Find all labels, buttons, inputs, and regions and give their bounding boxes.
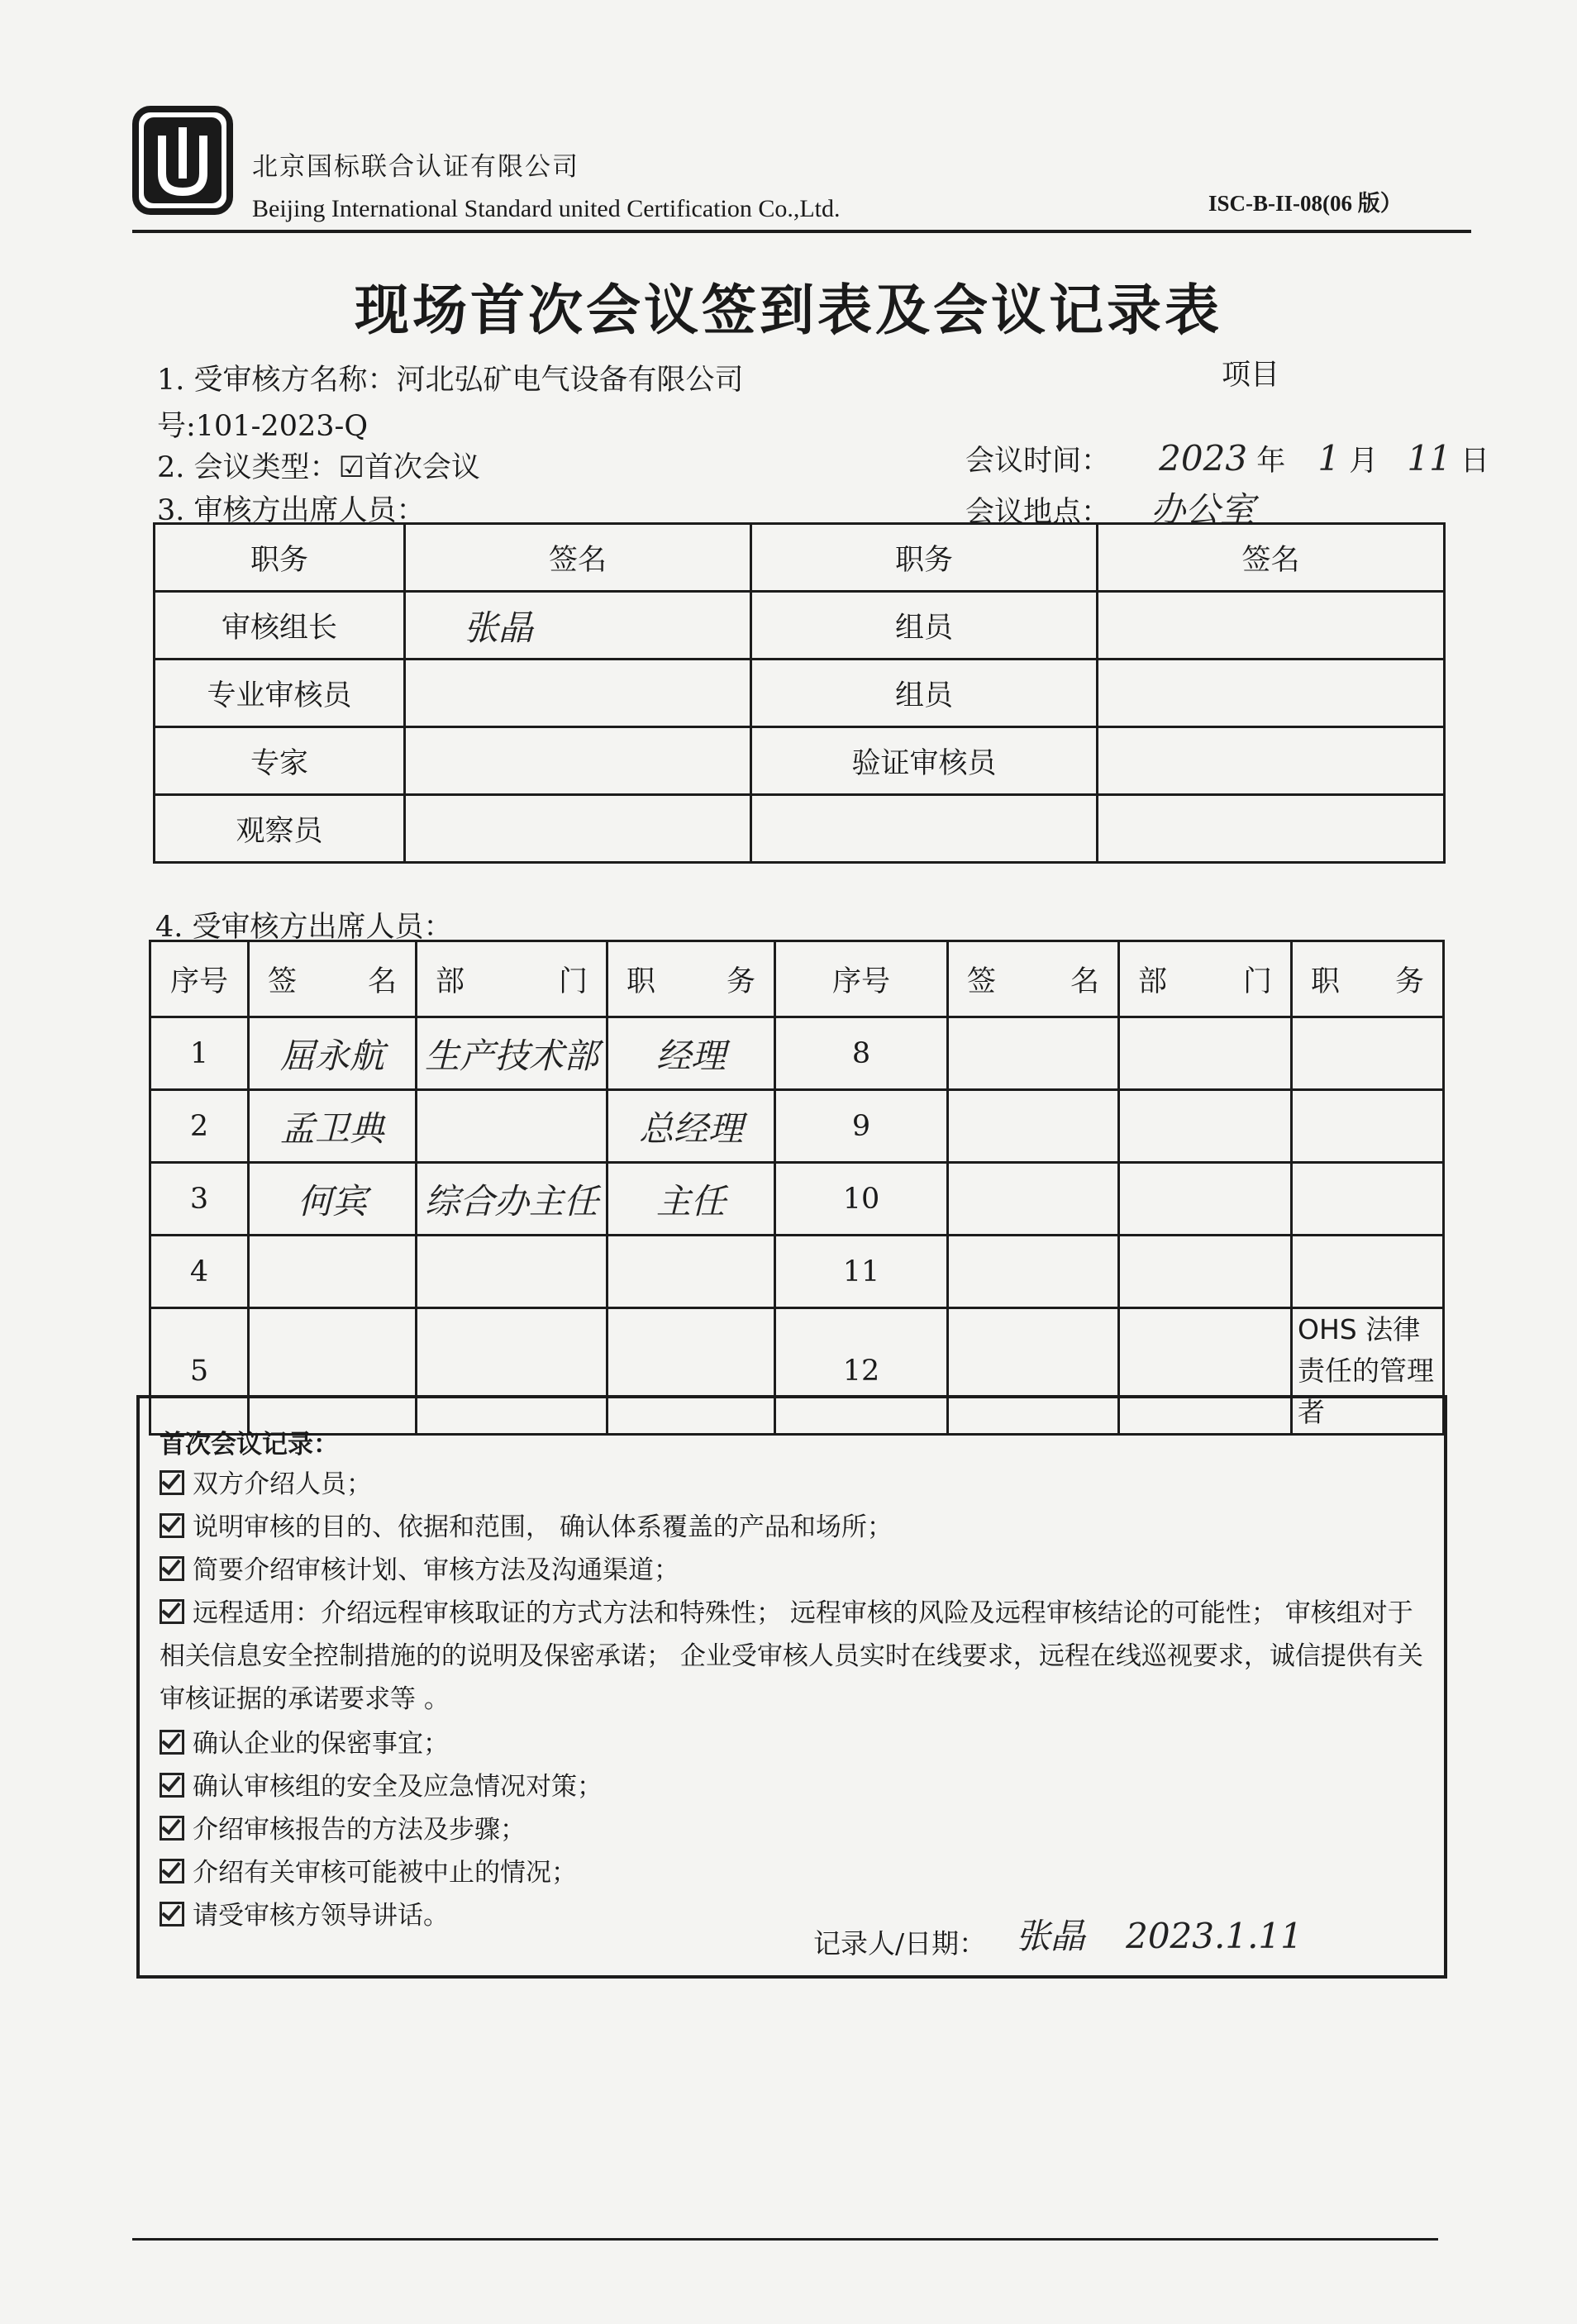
position-cell	[607, 1236, 775, 1308]
recorder-signature-block	[1016, 1909, 1303, 1959]
header-cell	[607, 941, 775, 1017]
company-logo	[132, 106, 233, 215]
header-cell: 职务	[751, 524, 1098, 592]
checkbox-checked-icon	[160, 1859, 184, 1883]
meeting-place-label: 会议地点：	[965, 496, 1111, 529]
checkbox-checked-icon	[160, 1556, 184, 1581]
record-item-text: 说明审核的目的、依据和范围， 确认体系覆盖的产品和场所；	[193, 1512, 893, 1542]
record-item-text: 双方介绍人员；	[193, 1469, 372, 1499]
header-char: 职	[1311, 964, 1341, 998]
role-cell	[751, 795, 1098, 863]
header-char: 部	[436, 964, 465, 998]
position-cell: 总经理	[607, 1090, 775, 1163]
signature-cell	[1098, 795, 1445, 863]
record-item-text: 确认企业的保密事宜；	[193, 1729, 449, 1759]
document-code: ISC-B-II-08(06 版）	[1208, 191, 1403, 216]
header-char: 部	[1138, 964, 1168, 998]
role-cell: 组员	[751, 660, 1098, 727]
header-char: 门	[1242, 964, 1272, 998]
auditee-row	[157, 357, 744, 398]
header-char: 签	[268, 964, 298, 998]
table-row	[150, 1017, 1444, 1090]
table-row	[155, 660, 1445, 727]
record-item-text: 简要介绍审核计划、审核方法及沟通渠道；	[193, 1555, 679, 1585]
signature-cell	[405, 660, 751, 727]
position-cell: 经理	[607, 1017, 775, 1090]
meeting-month-unit: 月	[1349, 445, 1379, 478]
checkbox-checked-icon	[160, 1816, 184, 1841]
position-cell	[1292, 1090, 1444, 1163]
meeting-year-unit: 年	[1256, 445, 1286, 478]
meeting-month: 1	[1317, 438, 1341, 479]
header-cell	[249, 941, 417, 1017]
table-row	[150, 1236, 1444, 1308]
meeting-time-label: 会议时间：	[965, 445, 1111, 478]
index-cell: 11	[775, 1236, 948, 1308]
meeting-record-box	[136, 1395, 1447, 1979]
position-cell	[1292, 1236, 1444, 1308]
index-cell: 9	[775, 1090, 948, 1163]
header-cell: 签名	[405, 524, 751, 592]
role-cell: 专家	[155, 727, 405, 795]
position-cell: OHS 法律责任的管理者	[1292, 1308, 1444, 1435]
project-number: 号:101-2023-Q	[157, 410, 369, 443]
role-cell: 审核组长	[155, 592, 405, 660]
record-item	[160, 1463, 1424, 1506]
header-divider	[132, 230, 1471, 233]
meeting-year: 2023	[1159, 438, 1248, 479]
header-cell: 签名	[1098, 524, 1445, 592]
table-row	[155, 795, 1445, 863]
meeting-type-value: ☑首次会议	[338, 451, 480, 484]
index-cell: 1	[150, 1017, 249, 1090]
department-cell	[1119, 1017, 1292, 1090]
signature-cell: 屈永航	[249, 1017, 417, 1090]
signature-cell	[1098, 727, 1445, 795]
record-item-text: 介绍有关审核可能被中止的情况；	[193, 1858, 577, 1888]
department-cell	[417, 1236, 607, 1308]
company-name-cn: 北京国标联合认证有限公司	[252, 152, 579, 182]
record-item	[160, 1765, 1424, 1808]
meeting-place-value: 办公室	[1151, 489, 1255, 530]
table-row	[155, 727, 1445, 795]
signature-cell	[948, 1236, 1119, 1308]
department-cell	[1119, 1236, 1292, 1308]
checkbox-checked-icon	[160, 1513, 184, 1538]
department-cell: 综合办主任	[417, 1163, 607, 1236]
record-item-text: 确认审核组的安全及应急情况对策；	[193, 1772, 603, 1802]
header-cell	[1119, 941, 1292, 1017]
record-item-text: 介绍审核报告的方法及步骤；	[193, 1815, 526, 1845]
signature-cell	[405, 795, 751, 863]
department-cell	[1119, 1090, 1292, 1163]
checkbox-checked-icon	[160, 1470, 184, 1495]
header-cell: 职务	[155, 524, 405, 592]
checkbox-checked-icon	[160, 1730, 184, 1755]
header-cell	[417, 941, 607, 1017]
recorder-signature: 张晶	[1016, 1916, 1086, 1956]
record-item	[160, 1549, 1424, 1592]
meeting-day-unit: 日	[1460, 445, 1489, 478]
header-cell	[948, 941, 1119, 1017]
signature-cell	[1098, 592, 1445, 660]
header-char: 务	[726, 964, 755, 998]
signature-cell	[948, 1017, 1119, 1090]
header-char: 务	[1394, 964, 1424, 998]
page-title: 现场首次会议签到表及会议记录表	[355, 279, 1222, 342]
record-item-text: 请受审核方领导讲话。	[193, 1901, 449, 1931]
footer-divider	[132, 2238, 1438, 2241]
auditee-label: 1. 受审核方名称：	[157, 364, 397, 397]
signature-cell	[405, 727, 751, 795]
position-cell	[1292, 1163, 1444, 1236]
meeting-day: 11	[1407, 438, 1451, 479]
table-row	[150, 1090, 1444, 1163]
table-row	[150, 1163, 1444, 1236]
signature-cell: 孟卫典	[249, 1090, 417, 1163]
recorder-date: 2023.1.11	[1126, 1916, 1303, 1956]
role-cell: 专业审核员	[155, 660, 405, 727]
header-char: 名	[1070, 964, 1099, 998]
position-cell: 主任	[607, 1163, 775, 1236]
table-header-row	[155, 524, 1445, 592]
department-cell	[417, 1090, 607, 1163]
record-item	[160, 1722, 1424, 1765]
record-item	[160, 1808, 1424, 1851]
signature-cell	[948, 1163, 1119, 1236]
signature-cell	[948, 1090, 1119, 1163]
recorder-label: 记录人/日期：	[813, 1927, 987, 1960]
company-name-en: Beijing International Standard united Certification Co.,Ltd.	[252, 195, 841, 222]
auditee-value: 河北弘矿电气设备有限公司	[396, 364, 744, 397]
department-cell: 生产技术部	[417, 1017, 607, 1090]
checkbox-checked-icon	[160, 1902, 184, 1926]
project-label: 项目	[1222, 359, 1280, 392]
index-cell: 2	[150, 1090, 249, 1163]
meeting-type-label: 2. 会议类型：	[157, 451, 339, 484]
index-cell: 12	[775, 1308, 948, 1435]
role-cell: 验证审核员	[751, 727, 1098, 795]
index-cell: 10	[775, 1163, 948, 1236]
checkbox-checked-icon	[160, 1599, 184, 1624]
record-item	[160, 1592, 1424, 1721]
record-item	[160, 1851, 1424, 1894]
checkbox-checked-icon	[160, 1773, 184, 1798]
record-title: 首次会议记录：	[160, 1430, 339, 1460]
header-char: 门	[558, 964, 588, 998]
auditee-attendees-label: 4. 受审核方出席人员：	[155, 911, 453, 944]
record-item	[160, 1506, 1424, 1549]
department-cell	[1119, 1163, 1292, 1236]
index-cell: 8	[775, 1017, 948, 1090]
index-cell: 3	[150, 1163, 249, 1236]
signature-cell: 张晶	[405, 592, 751, 660]
role-cell: 组员	[751, 592, 1098, 660]
position-cell	[1292, 1017, 1444, 1090]
index-cell: 5	[150, 1308, 249, 1435]
meeting-type-row	[157, 445, 480, 486]
meeting-time-row	[965, 438, 1489, 479]
header-char: 签	[967, 964, 997, 998]
header-cell: 序号	[775, 941, 948, 1017]
table-row	[155, 592, 1445, 660]
index-cell: 4	[150, 1236, 249, 1308]
signature-cell	[249, 1236, 417, 1308]
record-item-text: 远程适用：介绍远程审核取证的方式方法和特殊性； 远程审核的风险及远程审核结论的可能性； 审核组对于相关信息安全控制措施的的说明及保密承诺； 企业受审核人员实时在线要求，远程在线巡视要求，诚信提供有关审核证据的承诺要求等 。	[160, 1598, 1423, 1714]
table-header-row	[150, 941, 1444, 1017]
header-cell	[1292, 941, 1444, 1017]
signature-cell	[1098, 660, 1445, 727]
role-cell: 观察员	[155, 795, 405, 863]
header-char: 名	[367, 964, 397, 998]
audit-team-table	[153, 522, 1446, 864]
auditee-attendees-table	[149, 940, 1445, 1436]
header-char: 职	[627, 964, 656, 998]
audit-attendees-label: 3. 审核方出席人员：	[157, 494, 426, 527]
signature-cell: 何宾	[249, 1163, 417, 1236]
header-cell: 序号	[150, 941, 249, 1017]
